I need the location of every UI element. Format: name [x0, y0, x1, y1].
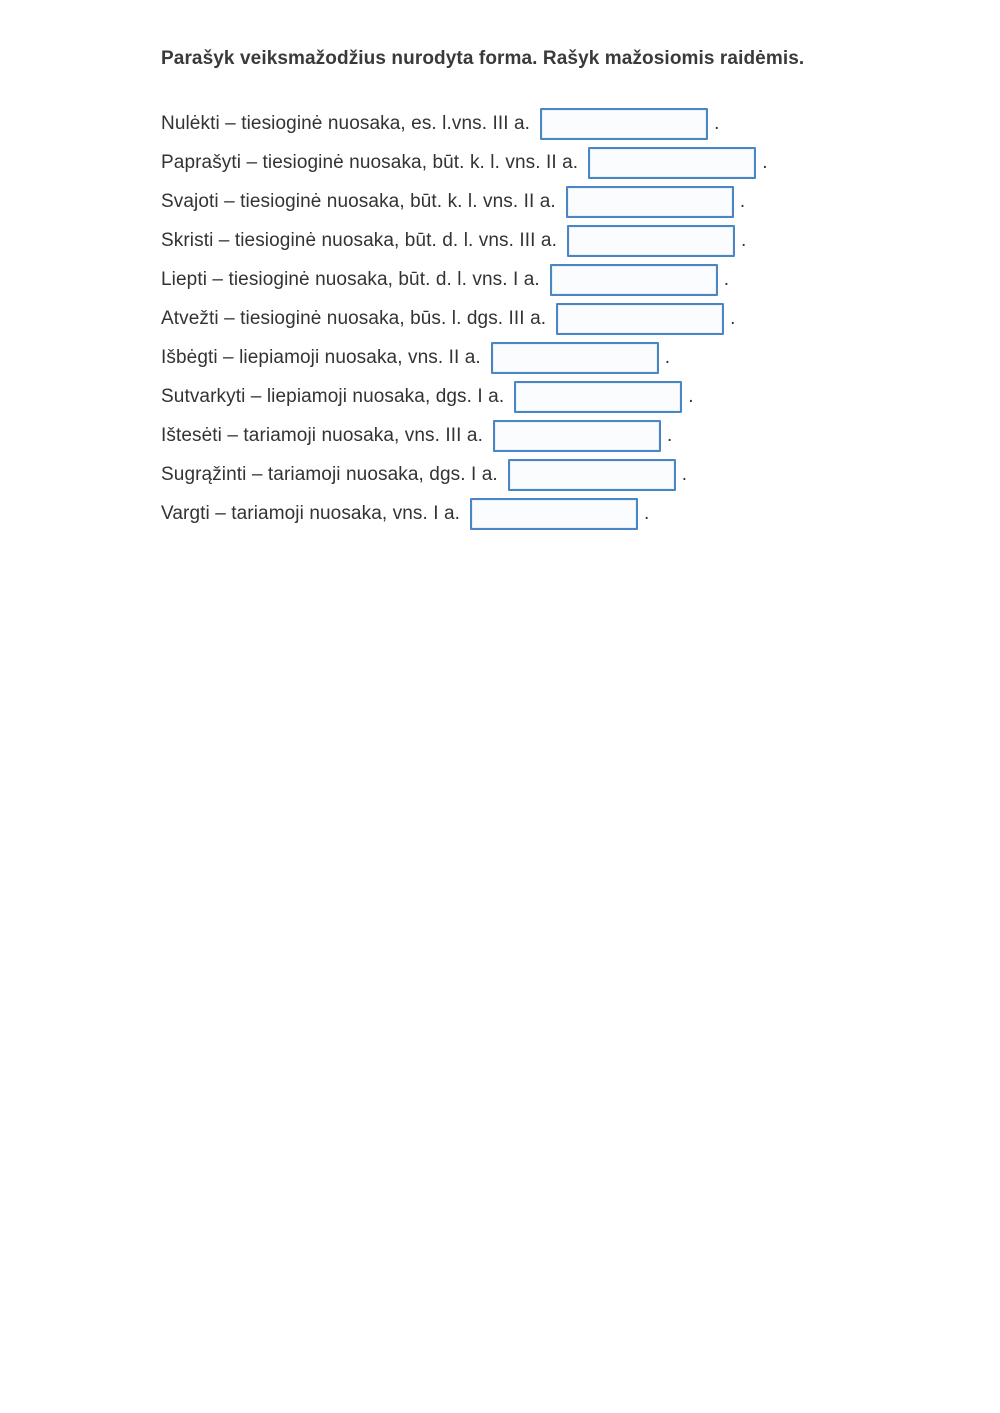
period-mark: .: [740, 229, 747, 251]
period-mark: .: [739, 190, 746, 212]
answer-input-9[interactable]: [493, 420, 661, 452]
answer-input-7[interactable]: [491, 342, 659, 374]
exercise-prompt: Išbėgti – liepiamoji nuosaka, vns. II a.: [161, 346, 481, 368]
answer-input-4[interactable]: [567, 225, 735, 257]
exercise-row: [161, 416, 961, 455]
exercise-list: [161, 104, 961, 533]
answer-input-11[interactable]: [470, 498, 638, 530]
exercise-prompt: Skristi – tiesioginė nuosaka, būt. d. l. vns. III a.: [161, 229, 557, 251]
exercise-prompt: Vargti – tariamoji nuosaka, vns. I a.: [161, 502, 461, 524]
exercise-row: [161, 494, 961, 533]
period-mark: .: [730, 307, 736, 329]
exercise-prompt: Nulėkti – tiesioginė nuosaka, es. l.vns. III a.: [161, 112, 531, 134]
answer-input-6[interactable]: [556, 303, 724, 335]
exercise-prompt: Paprašyti – tiesioginė nuosaka, būt. k. l. vns. II a.: [161, 151, 579, 173]
exercise-prompt: Ištesėti – tariamoji nuosaka, vns. III a.: [161, 424, 483, 446]
worksheet: [161, 44, 961, 533]
period-mark: .: [714, 112, 720, 134]
answer-input-2[interactable]: [588, 147, 756, 179]
answer-input-1[interactable]: [540, 108, 708, 140]
period-mark: .: [664, 346, 671, 368]
period-mark: .: [666, 424, 673, 446]
exercise-prompt: Liepti – tiesioginė nuosaka, būt. d. l. vns. I a.: [161, 268, 540, 290]
exercise-prompt: Sugrąžinti – tariamoji nuosaka, dgs. I a.: [161, 463, 498, 485]
answer-input-10[interactable]: [508, 459, 676, 491]
period-mark: .: [688, 385, 694, 407]
period-mark: .: [644, 502, 650, 524]
exercise-row: [161, 377, 961, 416]
exercise-prompt: Sutvarkyti – liepiamoji nuosaka, dgs. I a.: [161, 385, 505, 407]
answer-input-8[interactable]: [514, 381, 682, 413]
exercise-row: [161, 143, 961, 182]
period-mark: .: [723, 268, 730, 290]
answer-input-5[interactable]: [550, 264, 718, 296]
exercise-prompt: Svajoti – tiesioginė nuosaka, būt. k. l. vns. II a.: [161, 190, 556, 212]
exercise-row: [161, 260, 961, 299]
period-mark: .: [681, 463, 688, 485]
exercise-prompt: Atvežti – tiesioginė nuosaka, būs. l. dgs. III a.: [161, 307, 547, 329]
exercise-row: [161, 338, 961, 377]
exercise-row: [161, 221, 961, 260]
instruction-text: Parašyk veiksmažodžius nurodyta forma. Rašyk mažosiomis raidėmis.: [161, 48, 805, 69]
exercise-row: [161, 299, 961, 338]
exercise-row: [161, 182, 961, 221]
exercise-row: [161, 455, 961, 494]
period-mark: .: [762, 151, 768, 173]
exercise-row: [161, 104, 961, 143]
answer-input-3[interactable]: [566, 186, 734, 218]
